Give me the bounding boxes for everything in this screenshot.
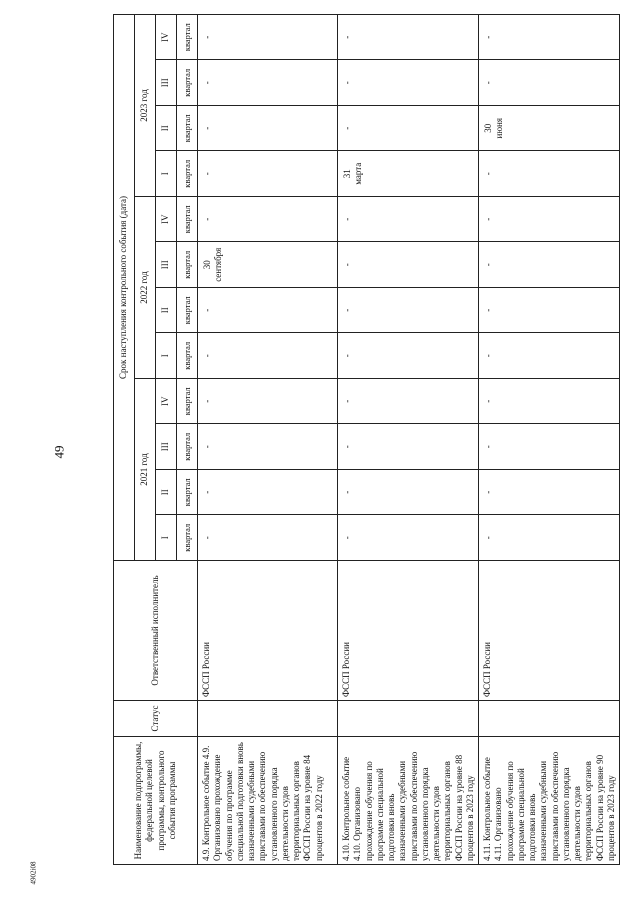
header-quarter-number: II bbox=[156, 470, 177, 516]
deadline-empty-cell: - bbox=[479, 14, 620, 60]
deadline-date-cell bbox=[198, 242, 338, 288]
event-name-cell: 4.10. Контрольное событие 4.10. Организовано прохождение обучения по программе специальной подготовки вновь назначенными судебными приставами по обеспечению установленного порядка деятельности судов территориальных органов ФССП России на уровне 88 процентов в 2023 году bbox=[338, 737, 479, 865]
deadline-empty-cell: - bbox=[338, 106, 479, 152]
header-deadline: Срок наступления контрольного события (дата) bbox=[114, 14, 135, 560]
deadline-empty-cell: - bbox=[338, 470, 479, 516]
header-quarter-word: квартал bbox=[177, 60, 198, 106]
header-quarter-number: III bbox=[156, 424, 177, 470]
header-quarter-number: IV bbox=[156, 14, 177, 60]
deadline-empty-cell: - bbox=[479, 424, 620, 470]
header-quarter-word: квартал bbox=[177, 379, 198, 425]
header-quarter-number: II bbox=[156, 106, 177, 152]
header-quarter-word: квартал bbox=[177, 106, 198, 152]
header-year-2022: 2022 год bbox=[135, 197, 156, 379]
deadline-empty-cell: - bbox=[198, 379, 338, 425]
header-quarter-word: квартал bbox=[177, 424, 198, 470]
header-quarter-number: III bbox=[156, 242, 177, 288]
deadline-day: 30 bbox=[202, 260, 212, 270]
event-name-cell: 4.9. Контрольное событие 4.9. Организовано прохождение обучения по программе специальной подготовки вновь назначенными судебными приставами по обеспечению установленного порядка деятельности судов территориальных органов ФССП России на уровне 84 процентов в 2022 году bbox=[198, 737, 338, 865]
header-year-2023: 2023 год bbox=[135, 14, 156, 196]
header-quarter-number: IV bbox=[156, 197, 177, 243]
header-name: Наименование подпрограммы, федеральной целевой программы, контрольного события программы bbox=[114, 737, 198, 865]
header-executor: Ответственный исполнитель bbox=[114, 561, 198, 701]
deadline-empty-cell: - bbox=[479, 151, 620, 197]
deadline-empty-cell: - bbox=[338, 424, 479, 470]
deadline-day: 30 bbox=[483, 123, 493, 133]
deadline-empty-cell: - bbox=[198, 424, 338, 470]
deadline-empty-cell: - bbox=[198, 333, 338, 379]
header-quarter-number: IV bbox=[156, 379, 177, 425]
deadline-month: марта bbox=[353, 162, 364, 185]
deadline-empty-cell: - bbox=[338, 14, 479, 60]
deadline-empty-cell: - bbox=[479, 333, 620, 379]
deadline-month: июня bbox=[494, 118, 505, 139]
table-row bbox=[479, 14, 620, 864]
control-events-table-container bbox=[113, 15, 616, 865]
header-quarter-word: квартал bbox=[177, 197, 198, 243]
deadline-empty-cell: - bbox=[198, 197, 338, 243]
deadline-empty-cell: - bbox=[479, 470, 620, 516]
deadline-empty-cell: - bbox=[198, 14, 338, 60]
deadline-empty-cell: - bbox=[479, 288, 620, 334]
deadline-empty-cell: - bbox=[198, 515, 338, 561]
deadline-date-cell bbox=[338, 151, 479, 197]
deadline-empty-cell: - bbox=[338, 242, 479, 288]
table-row bbox=[338, 14, 479, 864]
deadline-empty-cell: - bbox=[338, 379, 479, 425]
table-body bbox=[198, 14, 620, 864]
header-quarter-word: квартал bbox=[177, 515, 198, 561]
header-quarter-word: квартал bbox=[177, 151, 198, 197]
deadline-month: сентября bbox=[213, 247, 224, 282]
header-quarter-word: квартал bbox=[177, 470, 198, 516]
header-year-2021: 2021 год bbox=[135, 379, 156, 561]
header-quarter-number: II bbox=[156, 288, 177, 334]
event-name-cell: 4.11. Контрольное событие 4.11. Организовано прохождение обучения по программе специальной подготовки вновь назначенными судебными приставами по обеспечению установленного порядка деятельности судов территориальных органов ФССП России на уровне 90 процентов в 2023 году bbox=[479, 737, 620, 865]
deadline-empty-cell: - bbox=[198, 288, 338, 334]
footer-code: 4902i08 bbox=[29, 861, 38, 885]
header-status: Статус bbox=[114, 701, 198, 737]
deadline-empty-cell: - bbox=[479, 242, 620, 288]
header-quarter-word: квартал bbox=[177, 242, 198, 288]
deadline-empty-cell: - bbox=[479, 60, 620, 106]
deadline-empty-cell: - bbox=[479, 515, 620, 561]
deadline-empty-cell: - bbox=[198, 470, 338, 516]
deadline-empty-cell: - bbox=[338, 60, 479, 106]
header-quarter-word: квартал bbox=[177, 288, 198, 334]
header-quarter-number: I bbox=[156, 515, 177, 561]
deadline-empty-cell: - bbox=[198, 106, 338, 152]
executor-cell: ФССП России bbox=[198, 561, 338, 701]
page-number: 49 bbox=[51, 445, 66, 459]
status-cell bbox=[479, 701, 620, 737]
control-events-table bbox=[113, 14, 620, 865]
executor-cell: ФССП России bbox=[479, 561, 620, 701]
deadline-empty-cell: - bbox=[479, 197, 620, 243]
header-quarter-word: квартал bbox=[177, 14, 198, 60]
deadline-empty-cell: - bbox=[338, 515, 479, 561]
deadline-empty-cell: - bbox=[198, 151, 338, 197]
status-cell bbox=[338, 701, 479, 737]
status-cell bbox=[198, 701, 338, 737]
header-quarter-number: I bbox=[156, 333, 177, 379]
deadline-date-cell bbox=[479, 106, 620, 152]
header-quarter-number: III bbox=[156, 60, 177, 106]
header-quarter-word: квартал bbox=[177, 333, 198, 379]
deadline-empty-cell: - bbox=[338, 333, 479, 379]
deadline-empty-cell: - bbox=[479, 379, 620, 425]
header-quarter-number: I bbox=[156, 151, 177, 197]
deadline-empty-cell: - bbox=[198, 60, 338, 106]
deadline-empty-cell: - bbox=[338, 288, 479, 334]
deadline-empty-cell: - bbox=[338, 197, 479, 243]
deadline-day: 31 bbox=[342, 169, 352, 179]
table-row bbox=[198, 14, 338, 864]
executor-cell: ФССП России bbox=[338, 561, 479, 701]
